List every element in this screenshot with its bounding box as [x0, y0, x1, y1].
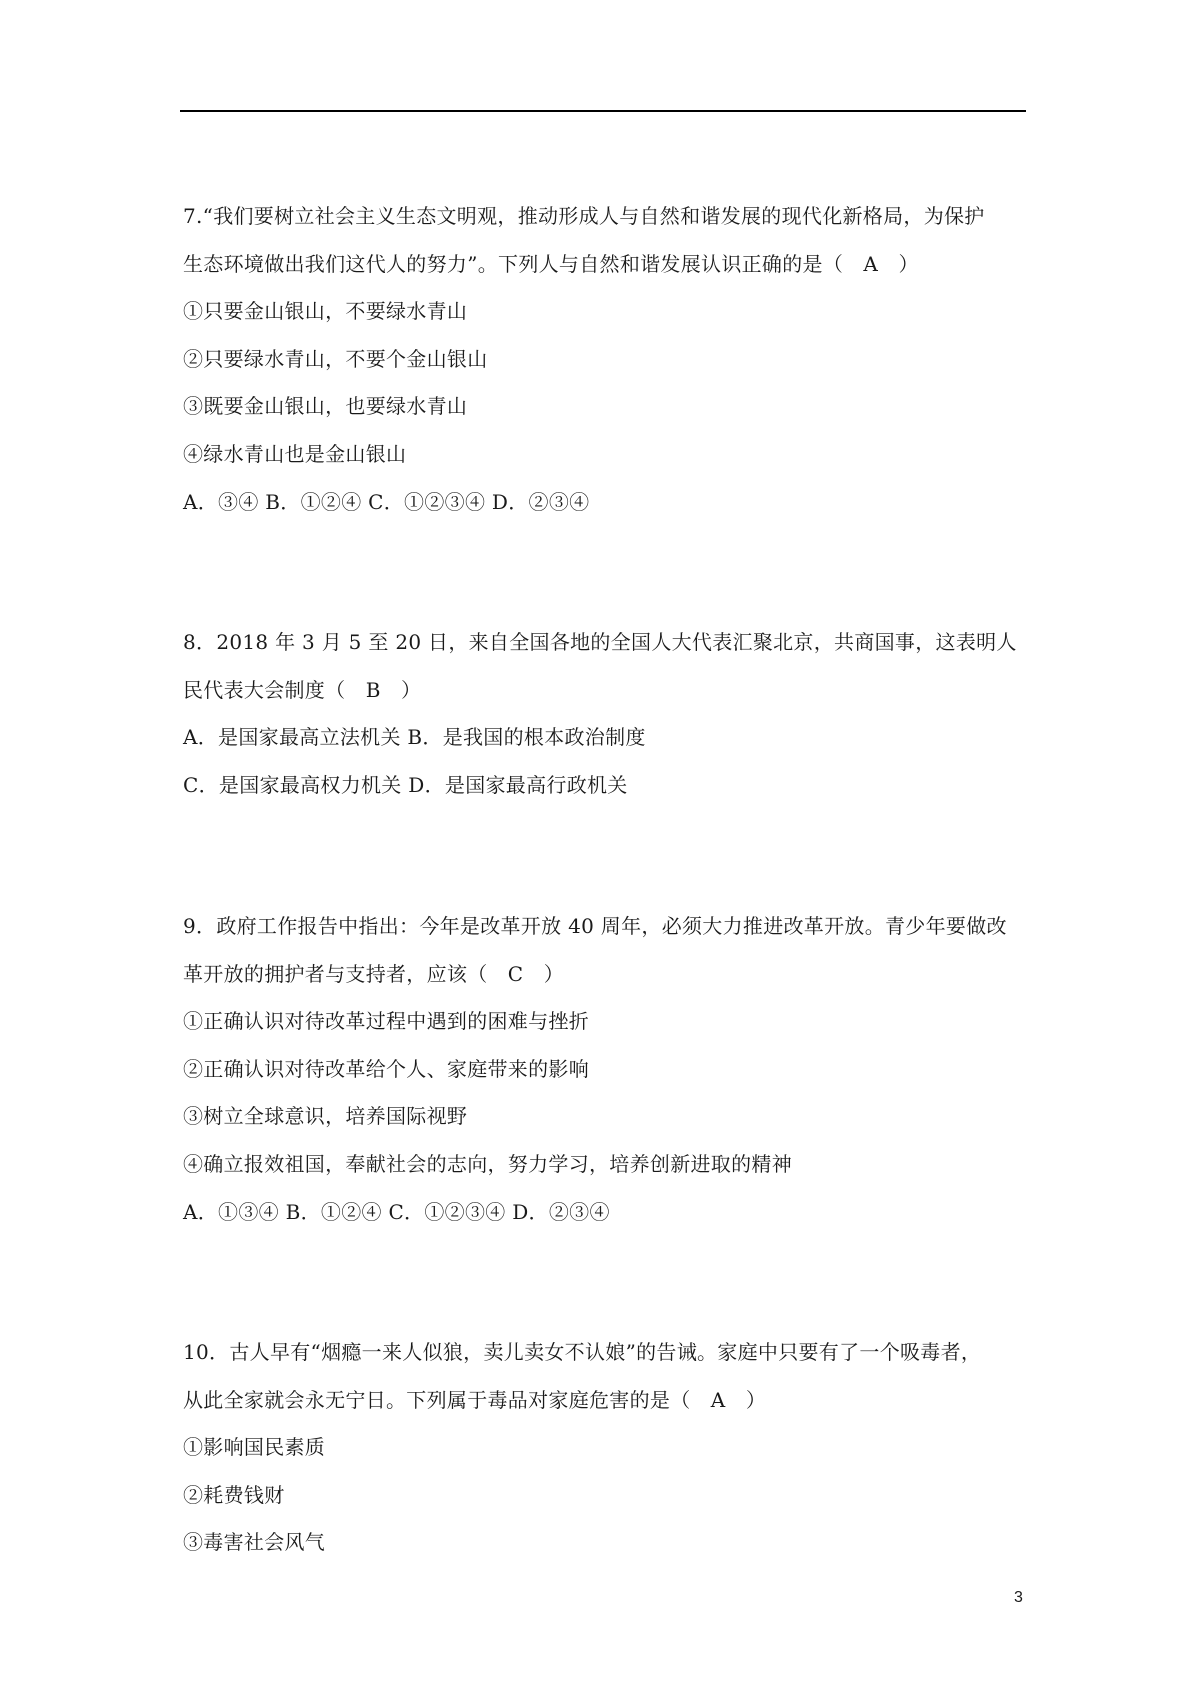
question-stem-line: 从此全家就会永无宁日。下列属于毒品对家庭危害的是（ A ） — [183, 1388, 767, 1412]
choice-item: ③既要金山银山，也要绿水青山 — [183, 394, 468, 418]
choice-item: ②耗费钱财 — [183, 1483, 285, 1507]
question-stem-line: 民代表大会制度（ B ） — [183, 678, 422, 702]
question-stem-line: 8．2018 年 3 月 5 至 20 日，来自全国各地的全国人大代表汇聚北京，共商国事，这表明人 — [183, 630, 1017, 654]
choice-item: ④绿水青山也是金山银山 — [183, 442, 407, 466]
choice-item: ③树立全球意识，培养国际视野 — [183, 1104, 468, 1128]
question-stem-line: 生态环境做出我们这代人的努力”。下列人与自然和谐发展认识正确的是（ A ） — [183, 252, 919, 276]
question-stem-line: 9．政府工作报告中指出：今年是改革开放 40 周年，必须大力推进改革开放。青少年要做改 — [183, 914, 1007, 938]
choice-item: ③毒害社会风气 — [183, 1530, 326, 1554]
choice-item: ①只要金山银山，不要绿水青山 — [183, 299, 468, 323]
question-stem-line: 10．古人早有“烟瘾一来人似狼，卖儿卖女不认娘”的告诫。家庭中只要有了一个吸毒者， — [183, 1340, 982, 1364]
header-rule — [180, 110, 1026, 112]
choice-item: ①正确认识对待改革过程中遇到的困难与挫折 — [183, 1009, 589, 1033]
choice-item: ②正确认识对待改革给个人、家庭带来的影响 — [183, 1057, 589, 1081]
answer-options: A．①③④ B．①②④ C．①②③④ D．②③④ — [183, 1200, 610, 1224]
choice-item: ①影响国民素质 — [183, 1435, 326, 1459]
answer-options: A．是国家最高立法机关 B．是我国的根本政治制度 — [183, 725, 646, 749]
answer-options: C．是国家最高权力机关 D．是国家最高行政机关 — [183, 773, 628, 797]
answer-options: A．③④ B．①②④ C．①②③④ D．②③④ — [183, 490, 590, 514]
page-number: 3 — [1014, 1589, 1023, 1606]
choice-item: ②只要绿水青山，不要个金山银山 — [183, 347, 488, 371]
question-stem-line: 革开放的拥护者与支持者，应该（ C ） — [183, 962, 565, 986]
choice-item: ④确立报效祖国，奉献社会的志向，努力学习，培养创新进取的精神 — [183, 1152, 792, 1176]
question-stem-line: 7.“我们要树立社会主义生态文明观，推动形成人与自然和谐发展的现代化新格局，为保护 — [183, 204, 985, 228]
